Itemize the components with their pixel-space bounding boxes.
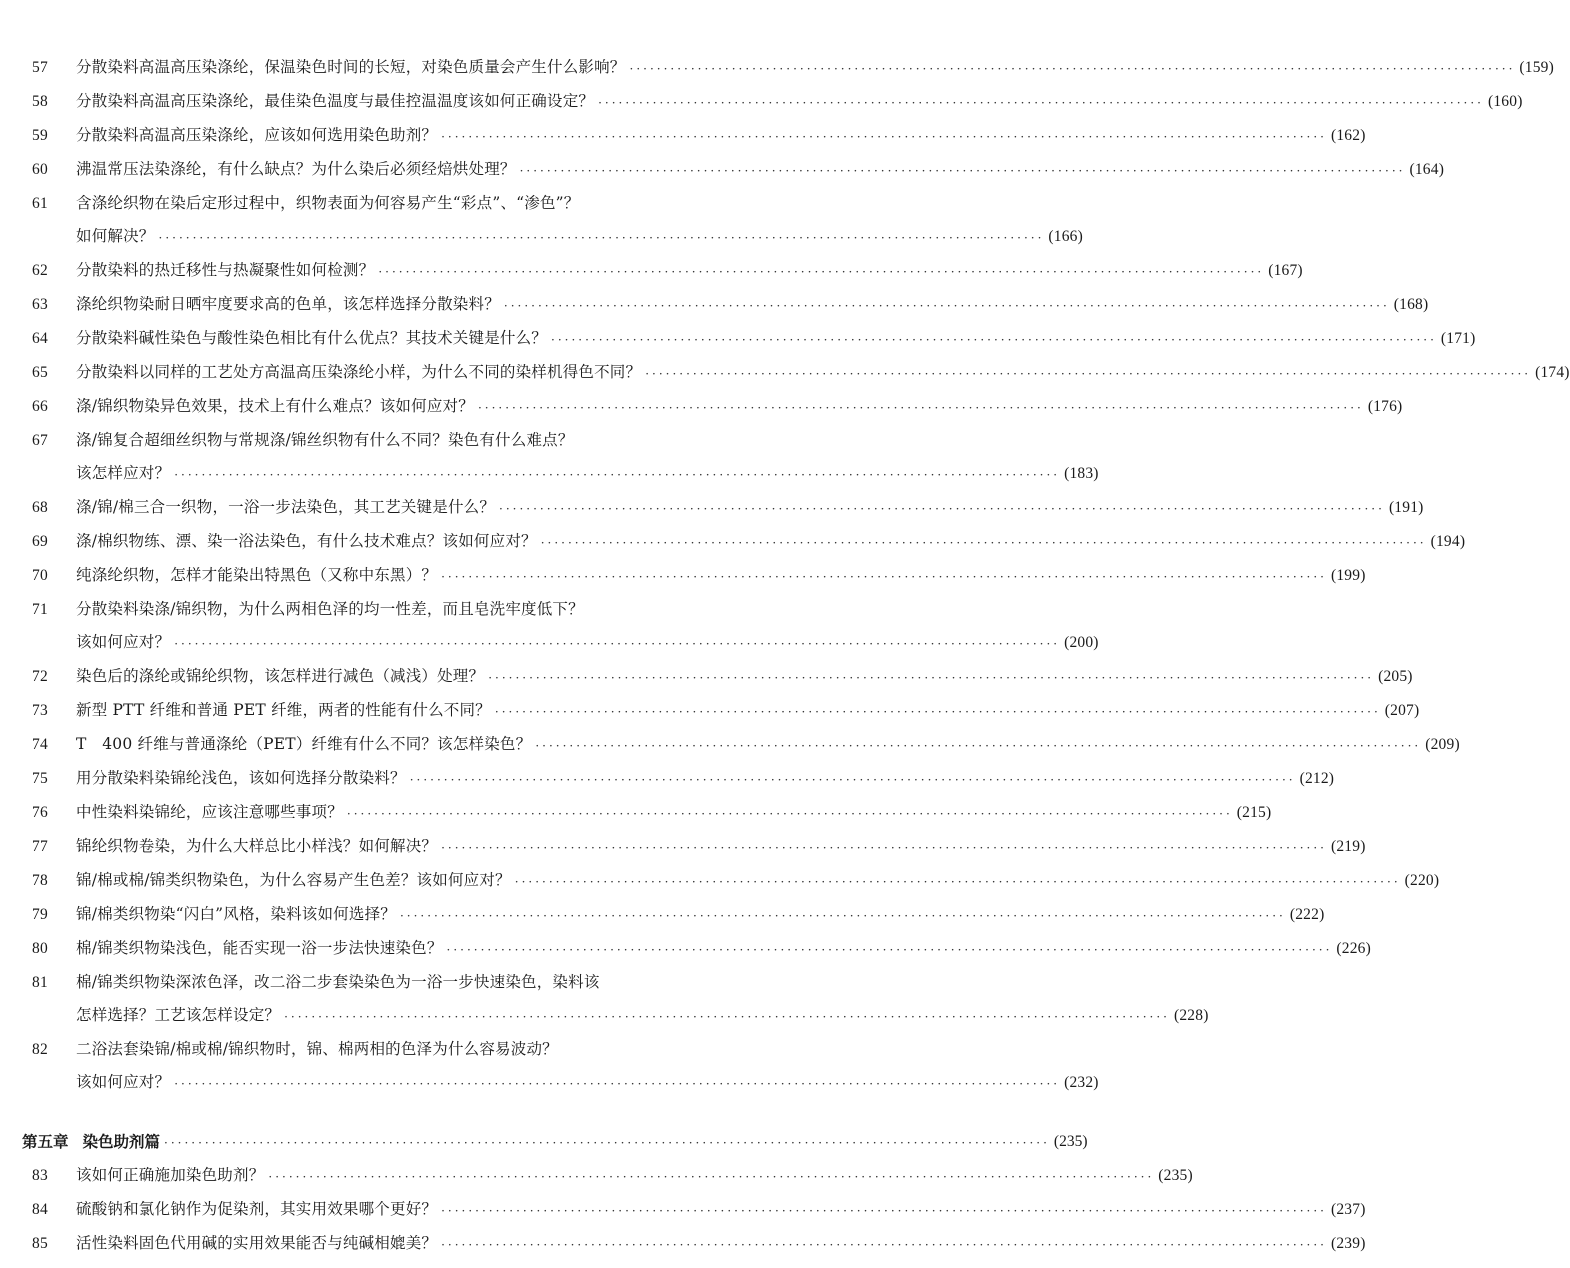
entry-page: (199) [1331,567,1366,584]
entry-page: (166) [1048,228,1083,245]
entry-number: 68 [32,499,48,516]
entry-page: (207) [1384,702,1420,719]
toc-entry[interactable] [0,261,1303,280]
leader-dots: ·································································································································· [540,536,1427,550]
entry-number: 63 [32,296,48,313]
leader-dots: ·································································································································· [519,164,1406,178]
entry-title: 涤/锦复合超细丝织物与常规涤/锦丝织物有什么不同？染色有什么难点？ [76,431,574,449]
entry-page: (215) [1236,804,1272,821]
entry-title: 涤/锦/棉三合一织物，一浴一步法染色，其工艺关键是什么？ [76,498,496,516]
entry-title: 分散染料高温高压染涤纶，最佳染色温度与最佳控温温度该如何正确设定？ [76,92,595,110]
entry-page: (212) [1299,770,1335,787]
toc-entry[interactable] [0,566,1366,585]
leader-dots: ·································································································································· [446,943,1333,957]
entry-page: (160) [1488,93,1523,110]
entry-page: (171) [1440,330,1476,347]
entry-page: (162) [1331,127,1366,144]
entry-title: 分散染料碱性染色与酸性染色相比有什么优点？其技术关键是什么？ [76,329,548,347]
toc-entry[interactable] [0,837,1366,856]
leader-dots: ·································································································································· [441,130,1327,144]
entry-title: 纯涤纶织物，怎样才能染出特黑色（又称中东黑）？ [76,566,438,584]
entry-page: (226) [1336,940,1371,957]
entry-number: 80 [32,940,48,957]
toc-entry[interactable] [0,498,1424,517]
entry-title: 二浴法套染锦/棉或棉/锦织物时，锦、棉两相的色泽为什么容易波动？ [76,1040,558,1058]
entry-line [76,973,778,992]
entry-title: 分散染料高温高压染涤纶，应该如何选用染色助剂？ [76,126,438,144]
entry-number: 73 [32,702,48,719]
entry-page: (205) [1378,668,1413,685]
entry-line [76,227,1083,246]
entry-number: 77 [32,838,48,855]
entry-title: 该怎样应对？ [76,464,171,482]
entry-title: 硫酸钠和氯化钠作为促染剂，其实用效果哪个更好？ [76,1200,438,1218]
entry-line [76,667,1413,686]
toc-entry[interactable] [0,735,1460,754]
leader-dots: ·································································································································· [629,62,1516,76]
entry-page: (228) [1174,1007,1209,1024]
entry-title: 棉/锦类织物染浅色，能否实现一浴一步法快速染色？ [76,939,443,957]
leader-dots: ·································································································································· [409,773,1296,787]
toc-entry[interactable] [0,1234,1366,1253]
leader-dots: ·································································································································· [499,502,1385,516]
entry-number: 67 [32,432,48,449]
leader-dots: ·································································································································· [268,1170,1155,1184]
entry-line [76,532,1466,551]
entry-number: 61 [32,195,48,212]
entry-line [76,837,1366,856]
entry-title: T 400 纤维与普通涤纶（PET）纤维有什么不同？该怎样染色？ [76,735,532,753]
entry-number: 59 [32,127,48,144]
entry-number: 60 [32,161,48,178]
entry-title: 该如何应对？ [76,633,171,651]
entry-page: (194) [1430,533,1466,550]
toc-entry[interactable] [0,1040,1099,1092]
entry-number: 64 [32,330,48,347]
entry-number: 83 [32,1167,48,1184]
leader-dots: ·································································································································· [174,637,1061,651]
entry-page: (176) [1367,398,1403,415]
toc-entry[interactable] [0,769,1335,788]
toc-entry[interactable] [0,295,1429,314]
entry-number: 76 [32,804,48,821]
toc-entry[interactable] [0,58,1554,77]
chapter-number: 第五章 [22,1132,69,1151]
entry-number: 78 [32,872,48,889]
entry-line [76,600,778,619]
chapter-name: 染色助剂篇 [82,1132,161,1151]
entry-line [76,126,1366,145]
entry-number: 79 [32,906,48,923]
entry-line [76,397,1403,416]
entry-title: 沸温常压法染涤纶，有什么缺点？为什么染后必须经焙烘处理？ [76,160,516,178]
entry-title: 涤纶织物染耐日晒牢度要求高的色单，该怎样选择分散染料？ [76,295,500,313]
leader-dots: ·································································································································· [346,807,1233,821]
entry-line [76,498,1424,517]
entry-line [76,1200,1366,1219]
leader-dots: ·································································································································· [441,570,1327,584]
entry-page: (209) [1425,736,1460,753]
entry-number: 84 [32,1201,48,1218]
entry-line [76,939,1371,958]
toc-section-chapter-5 [0,1166,1366,1253]
entry-line [76,803,1272,822]
leader-dots: ·································································································································· [551,333,1437,347]
entry-page: (232) [1064,1074,1099,1091]
leader-dots: ·································································································································· [514,875,1401,889]
entry-page: (168) [1393,296,1429,313]
leader-dots: ·································································································································· [174,468,1061,482]
entry-page: (235) [1158,1167,1193,1184]
entry-number: 62 [32,262,48,279]
chapter-title [22,1132,160,1151]
leader-dots: ·································································································································· [503,299,1390,313]
toc-entry[interactable] [0,973,1209,1025]
leader-dots: ·································································································································· [399,909,1286,923]
chapter-page: (235) [1053,1133,1088,1150]
toc-entry[interactable] [0,363,1570,382]
leader-dots: ·································································································································· [284,1010,1170,1024]
entry-line [76,1234,1366,1253]
entry-page: (220) [1404,872,1440,889]
entry-number: 65 [32,364,48,381]
toc-entry[interactable] [0,194,1083,246]
entry-page: (183) [1064,465,1099,482]
entry-title: 含涤纶织物在染后定形过程中，织物表面为何容易产生“彩点”、“渗色”？ [76,194,580,212]
entry-page: (164) [1409,161,1445,178]
entry-page: (191) [1388,499,1424,516]
entry-number: 69 [32,533,48,550]
entry-line [76,769,1335,788]
entry-page: (219) [1331,838,1366,855]
entry-line [76,92,1523,111]
leader-dots: ·································································································································· [441,1238,1327,1252]
entry-title: 分散染料染涤/锦织物，为什么两相色泽的均一性差，而且皂洗牢度低下？ [76,600,584,618]
entry-title: 涤/锦织物染异色效果，技术上有什么难点？该如何应对？ [76,397,474,415]
entry-title: 棉/锦类织物染深浓色泽，改二浴二步套染染色为一浴一步快速染色，染料该 [76,973,600,991]
toc-entry[interactable] [0,126,1366,145]
entry-number: 66 [32,398,48,415]
entry-number: 74 [32,736,48,753]
entry-line [76,431,778,450]
toc-entry[interactable] [0,329,1476,348]
entry-number: 85 [32,1235,48,1252]
entry-line [76,464,1099,483]
entry-line [76,363,1570,382]
entry-number: 75 [32,770,48,787]
entry-number: 70 [32,567,48,584]
entry-line [76,1006,1209,1025]
leader-dots: ·································································································································· [535,739,1422,753]
entry-number: 82 [32,1041,48,1058]
entry-title: 锦/棉或棉/锦类织物染色，为什么容易产生色差？该如何应对？ [76,871,511,889]
toc-entry[interactable] [0,905,1325,924]
entry-title: 锦/棉类织物染“闪白”风格，染料该如何选择？ [76,905,396,923]
leader-dots: ·································································································································· [477,401,1364,415]
entry-line [76,735,1460,754]
toc-entry[interactable] [0,600,1099,652]
table-of-contents [0,58,1570,1268]
toc-entry[interactable] [0,532,1466,551]
toc-entry[interactable] [0,701,1420,720]
entry-title: 分散染料的热迁移性与热凝聚性如何检测？ [76,261,375,279]
leader-dots: ·································································································································· [441,841,1327,855]
entry-title: 分散染料以同样的工艺处方高温高压染涤纶小样，为什么不同的染样机得色不同？ [76,363,642,381]
entry-number: 81 [32,974,48,991]
leader-dots: ·································································································································· [174,1077,1061,1091]
entry-title: 锦纶织物卷染，为什么大样总比小样浅？如何解决？ [76,837,438,855]
entry-title: 该如何应对？ [76,1073,171,1091]
entry-title: 染色后的涤纶或锦纶织物，该怎样进行减色（减浅）处理？ [76,667,485,685]
entry-line [76,194,778,213]
toc-entry[interactable] [0,667,1413,686]
entry-number: 57 [32,59,48,76]
entry-line [76,295,1429,314]
entry-page: (159) [1519,59,1554,76]
toc-entry[interactable] [0,397,1403,416]
toc-entry[interactable] [0,939,1371,958]
entry-line [76,261,1303,280]
entry-title: 分散染料高温高压染涤纶，保温染色时间的长短，对染色质量会产生什么影响？ [76,58,626,76]
entry-line [76,1166,1193,1185]
entry-line [76,1040,778,1059]
chapter-line [22,1132,1088,1151]
toc-section-chapter-4 [0,58,1570,1092]
entry-title: 怎样选择？工艺该怎样设定？ [76,1006,281,1024]
entry-number: 72 [32,668,48,685]
entry-title: 新型 PTT 纤维和普通 PET 纤维，两者的性能有什么不同？ [76,701,491,719]
leader-dots: ·································································································································· [488,671,1375,685]
leader-dots: ·································································································································· [645,367,1532,381]
leader-dots: ·································································································································· [598,96,1484,110]
entry-line [76,58,1554,77]
entry-line [76,905,1325,924]
entry-line [76,871,1440,890]
entry-page: (200) [1064,634,1099,651]
entry-page: (239) [1331,1235,1366,1252]
leader-dots: ·································································································································· [494,705,1381,719]
entry-page: (237) [1331,1201,1366,1218]
toc-entry[interactable] [0,92,1523,111]
toc-entry[interactable] [0,160,1445,179]
toc-entry[interactable] [0,871,1440,890]
entry-line [76,701,1420,720]
chapter-heading[interactable] [0,1132,1088,1151]
toc-entry[interactable] [0,1200,1366,1219]
entry-page: (167) [1268,262,1303,279]
leader-dots: ·································································································································· [164,1136,1050,1150]
entry-number: 71 [32,601,48,618]
entry-title: 如何解决？ [76,227,155,245]
leader-dots: ·································································································································· [158,231,1045,245]
toc-entry[interactable] [0,803,1272,822]
entry-number: 58 [32,93,48,110]
entry-title: 涤/棉织物练、漂、染一浴法染色，有什么技术难点？该如何应对？ [76,532,537,550]
entry-title: 用分散染料染锦纶浅色，该如何选择分散染料？ [76,769,406,787]
entry-line [76,160,1445,179]
entry-line [76,329,1476,348]
entry-line [76,566,1366,585]
leader-dots: ·································································································································· [441,1204,1327,1218]
entry-page: (222) [1289,906,1325,923]
entry-line [76,633,1099,652]
entry-title: 活性染料固色代用碱的实用效果能否与纯碱相媲美？ [76,1234,438,1252]
toc-entry[interactable] [0,431,1099,483]
entry-page: (174) [1535,364,1570,381]
entry-line [76,1073,1099,1092]
entry-title: 中性染料染锦纶，应该注意哪些事项？ [76,803,343,821]
toc-entry[interactable] [0,1166,1193,1185]
entry-title: 该如何正确施加染色助剂？ [76,1166,265,1184]
leader-dots: ·································································································································· [378,265,1265,279]
